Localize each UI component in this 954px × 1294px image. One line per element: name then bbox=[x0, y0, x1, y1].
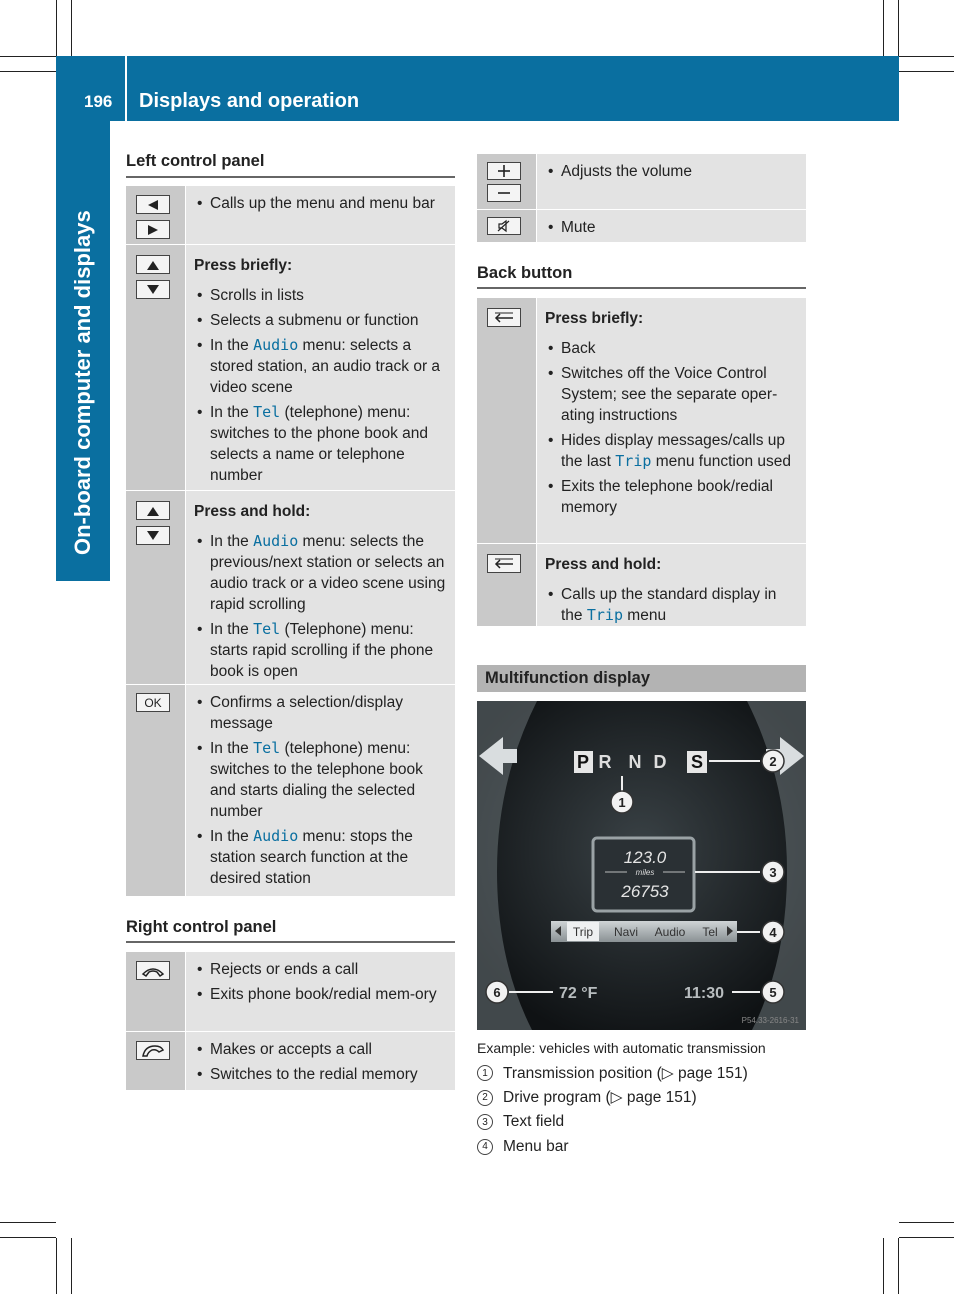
legend-item bbox=[477, 1086, 748, 1111]
section-rule bbox=[477, 287, 806, 289]
text: menu function used bbox=[651, 453, 791, 470]
menu-name: Audio bbox=[253, 532, 299, 550]
description-cell bbox=[194, 959, 449, 1009]
outside-temperature: 72 °F bbox=[559, 985, 598, 1002]
menu-name: Audio bbox=[253, 827, 299, 845]
text: In the bbox=[210, 533, 254, 550]
key-cell bbox=[126, 245, 186, 490]
list-item bbox=[194, 335, 449, 398]
text: Hides display messages/calls up the last bbox=[561, 432, 785, 470]
table-row bbox=[126, 684, 455, 896]
end-call-icon bbox=[136, 961, 170, 980]
right-arrow-key-icon bbox=[136, 220, 170, 239]
right-control-panel-heading: Right control panel bbox=[126, 918, 277, 936]
drive-program: S bbox=[690, 752, 704, 772]
volume-up-icon bbox=[487, 162, 521, 180]
list-item: • Makes or accepts a call bbox=[194, 1039, 449, 1060]
menu-name: Tel bbox=[253, 620, 281, 638]
callout-4-label: 4 bbox=[769, 925, 777, 940]
text: In the bbox=[210, 740, 254, 757]
crop-mark bbox=[898, 0, 899, 56]
key-cell bbox=[477, 544, 537, 626]
image-code: P54.33-2616-31 bbox=[741, 1016, 799, 1025]
crop-mark bbox=[883, 0, 884, 56]
crop-mark bbox=[0, 1222, 56, 1223]
press-briefly-heading: Press briefly: bbox=[545, 310, 644, 327]
key-cell bbox=[477, 154, 537, 209]
callout-6-label: 6 bbox=[493, 985, 501, 1000]
crop-mark bbox=[899, 56, 954, 57]
legend-text: Drive program (▷ page 151) bbox=[503, 1089, 697, 1107]
crop-mark bbox=[56, 0, 57, 56]
menu-name: Tel bbox=[253, 403, 281, 421]
text: menu: selects the previous/next station or selects an audio track or a video scene using rapid scrolling bbox=[210, 533, 446, 613]
crop-mark bbox=[899, 1222, 954, 1223]
crop-mark bbox=[71, 0, 72, 56]
text: In the bbox=[210, 828, 254, 845]
key-cell bbox=[126, 952, 186, 1031]
menu-item-trip: Trip bbox=[572, 925, 594, 939]
back-key-icon bbox=[487, 308, 521, 327]
description-cell bbox=[545, 298, 800, 522]
legend-text: Text field bbox=[503, 1113, 565, 1131]
key-cell bbox=[477, 298, 537, 543]
list-item bbox=[194, 738, 449, 822]
crop-mark bbox=[0, 71, 56, 72]
table-row bbox=[126, 186, 455, 244]
table-row bbox=[126, 1031, 455, 1090]
up-arrow-key-icon bbox=[136, 501, 170, 520]
description-cell bbox=[545, 544, 800, 630]
chapter-title: On-board computer and displays bbox=[70, 210, 95, 555]
legend-number: 1 bbox=[477, 1065, 493, 1081]
text: (telephone) menu: switches to the telephone book and starts dialing the selected number bbox=[210, 740, 423, 820]
list-item: • Mute bbox=[545, 217, 800, 238]
menu-name: Audio bbox=[253, 336, 299, 354]
volume-table bbox=[477, 154, 806, 242]
gear-d: D bbox=[653, 752, 667, 772]
list-item: • Scrolls in lists bbox=[194, 285, 449, 306]
text: (telephone) menu: switches to the phone book and selects a name or telephone number bbox=[210, 404, 429, 484]
list-item bbox=[194, 619, 449, 682]
cluster-illustration bbox=[477, 701, 806, 1030]
crop-mark bbox=[883, 1238, 884, 1294]
accept-call-icon bbox=[136, 1041, 170, 1060]
press-and-hold-heading: Press and hold: bbox=[545, 556, 662, 573]
crop-mark bbox=[898, 1238, 899, 1294]
legend-item bbox=[477, 1061, 748, 1086]
description-cell bbox=[194, 245, 449, 490]
gear-p: P bbox=[576, 752, 590, 772]
list-item: • Back bbox=[545, 338, 800, 359]
odometer: 26753 bbox=[621, 882, 669, 901]
key-cell bbox=[126, 685, 186, 896]
menu-item-audio: Audio bbox=[654, 925, 686, 939]
legend-number: 3 bbox=[477, 1114, 493, 1130]
list-item: • Adjusts the volume bbox=[545, 161, 800, 182]
header-divider bbox=[125, 56, 127, 121]
table-row bbox=[126, 490, 455, 684]
instrument-cluster-photo bbox=[477, 701, 806, 1030]
menu-item-tel: Tel bbox=[702, 925, 718, 939]
list-item: • Calls up the menu and menu bar bbox=[194, 193, 449, 214]
right-control-panel-table bbox=[126, 952, 455, 1090]
table-row bbox=[126, 244, 455, 490]
text: In the bbox=[210, 404, 254, 421]
gear-n: N bbox=[628, 752, 642, 772]
key-cell bbox=[126, 186, 186, 244]
crop-mark bbox=[0, 1237, 56, 1238]
back-button-heading: Back button bbox=[477, 264, 573, 282]
legend-text: Transmission position (▷ page 151) bbox=[503, 1064, 748, 1082]
description-cell bbox=[194, 1039, 449, 1089]
menu-name: Trip bbox=[615, 452, 652, 470]
list-item: • Exits the telephone book/redial memory bbox=[545, 476, 800, 518]
down-arrow-key-icon bbox=[136, 526, 170, 545]
description-cell bbox=[194, 491, 449, 686]
section-rule bbox=[126, 176, 455, 178]
table-row bbox=[126, 952, 455, 1031]
key-cell bbox=[477, 210, 537, 242]
table-row bbox=[477, 209, 806, 242]
crop-mark bbox=[899, 71, 954, 72]
list-item: • Selects a submenu or function bbox=[194, 310, 449, 331]
crop-mark bbox=[0, 56, 56, 57]
clock: 11:30 bbox=[684, 985, 725, 1002]
legend-number: 4 bbox=[477, 1139, 493, 1155]
table-row bbox=[477, 298, 806, 543]
legend-item bbox=[477, 1135, 748, 1160]
list-item bbox=[545, 584, 800, 626]
legend-text: Menu bar bbox=[503, 1137, 569, 1155]
photo-caption: Example: vehicles with automatic transmission bbox=[477, 1040, 766, 1056]
gear-r: R bbox=[598, 752, 612, 772]
legend-number: 2 bbox=[477, 1090, 493, 1106]
text: (Telephone) menu: starts rapid scrolling if the phone book is open bbox=[210, 621, 434, 680]
text-field-unit: miles bbox=[635, 868, 655, 877]
menu-name: Trip bbox=[586, 606, 623, 624]
legend-item bbox=[477, 1110, 748, 1135]
text-field-value: 123.0 bbox=[623, 848, 667, 867]
text: menu: stops the station search function at the desired station bbox=[210, 828, 413, 887]
text: Calls up the standard display in the bbox=[561, 586, 777, 624]
volume-down-icon bbox=[487, 184, 521, 202]
table-row bbox=[477, 543, 806, 626]
key-cell bbox=[126, 491, 186, 684]
left-arrow-key-icon bbox=[136, 195, 170, 214]
callout-1-label: 1 bbox=[618, 795, 626, 810]
description-cell bbox=[194, 692, 449, 893]
list-item: • Switches to the redial memory bbox=[194, 1064, 449, 1085]
key-cell bbox=[126, 1032, 186, 1090]
list-item: • Exits phone book/redial mem-ory bbox=[194, 984, 449, 1005]
list-item: • Switches off the Voice Control System; see the separate oper-ating instructions bbox=[545, 363, 800, 426]
left-control-panel-table bbox=[126, 186, 455, 896]
list-item: • Rejects or ends a call bbox=[194, 959, 449, 980]
menu-item-navi: Navi bbox=[613, 925, 639, 939]
description-cell bbox=[194, 193, 449, 218]
table-row bbox=[477, 154, 806, 209]
ok-key-icon: OK bbox=[136, 693, 170, 712]
page-header bbox=[56, 56, 899, 121]
crop-mark bbox=[56, 1238, 57, 1294]
chapter-side-tab bbox=[56, 121, 110, 581]
description-cell bbox=[545, 217, 800, 242]
crop-mark bbox=[899, 1237, 954, 1238]
text: In the bbox=[210, 621, 254, 638]
down-arrow-key-icon bbox=[136, 280, 170, 299]
list-item: • Confirms a selection/display message bbox=[194, 692, 449, 734]
callout-5-label: 5 bbox=[769, 985, 777, 1000]
text: menu: selects a stored station, an audio track or a video scene bbox=[210, 337, 441, 396]
mute-icon bbox=[487, 217, 521, 235]
back-button-table bbox=[477, 298, 806, 626]
text: In the bbox=[210, 337, 254, 354]
callout-2-label: 2 bbox=[769, 754, 777, 769]
press-and-hold-heading: Press and hold: bbox=[194, 503, 311, 520]
menu-name: Tel bbox=[253, 739, 281, 757]
section-rule bbox=[126, 941, 455, 943]
left-control-panel-heading: Left control panel bbox=[126, 152, 265, 170]
text: menu bbox=[622, 607, 667, 624]
list-item bbox=[194, 531, 449, 615]
press-briefly-heading: Press briefly: bbox=[194, 257, 293, 274]
page-title: Displays and operation bbox=[139, 90, 360, 112]
list-item bbox=[545, 430, 800, 472]
up-arrow-key-icon bbox=[136, 255, 170, 274]
multifunction-display-heading: Multifunction display bbox=[477, 665, 806, 692]
description-cell bbox=[545, 161, 800, 186]
crop-mark bbox=[71, 1238, 72, 1294]
list-item bbox=[194, 826, 449, 889]
page-number: 196 bbox=[84, 92, 113, 111]
back-key-icon bbox=[487, 554, 521, 573]
callout-legend bbox=[477, 1061, 748, 1159]
callout-3-label: 3 bbox=[769, 865, 777, 880]
list-item bbox=[194, 402, 449, 486]
